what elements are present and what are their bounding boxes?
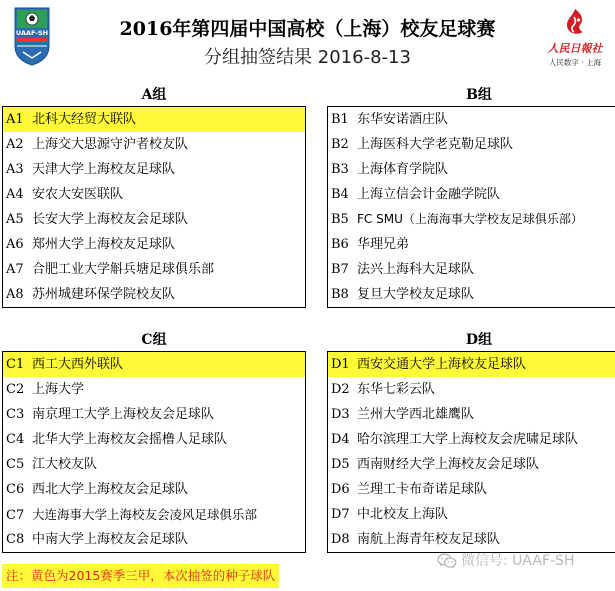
team-name: 合肥工业大学斛兵塘足球俱乐部: [32, 262, 215, 277]
group-b-table: [327, 106, 615, 308]
team-name: 南京理工大学上海校友会足球队: [32, 407, 215, 422]
group-c-label: C组: [141, 332, 167, 348]
team-code: C3: [6, 407, 25, 422]
team-code: B6: [331, 237, 349, 252]
team-code: C8: [6, 532, 25, 547]
team-row-c2: [3, 377, 305, 402]
page-title: 2016年第四届中国高校（上海）校友足球赛: [119, 18, 496, 40]
team-row-d4: [328, 427, 615, 452]
team-code: A3: [6, 162, 24, 177]
team-row-a5: [3, 207, 305, 232]
team-name: 东华七彩云队: [357, 382, 436, 397]
team-name: 江大校友队: [32, 457, 98, 472]
team-row-b6: [328, 232, 615, 257]
team-name: 法兴上海科大足球队: [357, 262, 475, 277]
people-daily-brand: 人民日報社: [547, 42, 603, 55]
team-row-b7: [328, 257, 615, 282]
team-name: 上海医科大学老克勒足球队: [357, 137, 514, 152]
team-row-c6: [3, 477, 305, 502]
team-code: A8: [6, 287, 24, 302]
team-code: A6: [6, 237, 24, 252]
team-name: 天津大学上海校友足球队: [32, 162, 176, 177]
uaaf-logo-text: UAAF-SH: [15, 29, 49, 37]
team-row-c5: [3, 452, 305, 477]
wechat-watermark: [437, 551, 574, 571]
team-code: D3: [331, 407, 350, 422]
group-c: [2, 332, 306, 553]
team-code: B3: [331, 162, 349, 177]
team-row-b8: [328, 282, 615, 307]
team-row-c4: [3, 427, 305, 452]
team-name: 大连海事大学上海校友会凌风足球俱乐部: [32, 507, 258, 522]
team-code: D8: [331, 532, 350, 547]
team-row-d6: [328, 477, 615, 502]
team-row-c7: [3, 502, 305, 527]
people-daily-sub: 人民数字 · 上海: [548, 58, 602, 67]
team-code: D1: [331, 357, 350, 372]
team-code: C7: [6, 508, 25, 523]
team-row-b5: [328, 207, 615, 232]
team-name: 中北校友上海队: [357, 507, 449, 522]
team-row-a8: [3, 282, 305, 307]
team-row-a4: [3, 182, 305, 207]
group-a-table: [2, 106, 306, 308]
watermark-text: 微信号: UAAF-SH: [461, 553, 575, 569]
team-name: 上海立信会计金融学院队: [357, 187, 501, 202]
team-name: 西北大学上海校友会足球队: [32, 482, 189, 497]
team-code: A1: [6, 112, 24, 127]
team-name: 复旦大学校友足球队: [357, 287, 475, 302]
team-name: FC SMU（上海海事大学校友足球俱乐部）: [357, 212, 583, 226]
team-name: 南航上海青年校友足球队: [357, 532, 501, 547]
team-code: D5: [331, 457, 350, 472]
team-name: 上海大学: [32, 382, 85, 397]
team-code: A2: [6, 137, 24, 152]
team-name: 北科大经贸大联队: [32, 112, 137, 127]
team-code: D7: [331, 507, 350, 522]
wechat-icon: [437, 553, 457, 569]
team-code: C5: [6, 457, 25, 472]
team-code: B7: [331, 262, 349, 277]
team-code: C4: [6, 432, 25, 447]
team-name: 苏州城建环保学院校友队: [32, 287, 176, 302]
group-d: [327, 332, 615, 553]
team-name: 上海交大思源守沪者校友队: [32, 137, 189, 152]
team-code: C1: [6, 357, 25, 372]
group-d-table: [327, 351, 615, 553]
team-name: 华理兄弟: [357, 237, 410, 252]
group-c-table: [2, 351, 306, 553]
team-row-a1: [3, 107, 305, 132]
team-name: 西南财经大学上海校友会足球队: [357, 457, 540, 472]
team-name: 上海体育学院队: [357, 162, 449, 177]
page-subtitle: 分组抽签结果 2016-8-13: [204, 47, 411, 68]
team-code: B5: [331, 212, 349, 227]
team-row-a2: [3, 132, 305, 157]
team-row-a3: [3, 157, 305, 182]
team-row-d2: [328, 377, 615, 402]
team-name: 安农大安医联队: [32, 187, 124, 202]
team-row-d1: [328, 352, 615, 377]
team-code: A4: [6, 187, 24, 202]
team-row-c3: [3, 402, 305, 427]
team-name: 兰州大学西北雄鹰队: [357, 407, 475, 422]
team-row-b2: [328, 132, 615, 157]
team-row-d3: [328, 402, 615, 427]
team-code: B2: [331, 137, 349, 152]
people-daily-flame-icon: [562, 8, 588, 36]
group-d-label: D组: [465, 332, 493, 348]
team-code: A7: [6, 262, 24, 277]
team-row-d8: [328, 527, 615, 552]
team-name: 北华大学上海校友会摇橹人足球队: [32, 432, 228, 447]
team-row-b1: [328, 107, 615, 132]
team-code: D6: [331, 482, 350, 497]
team-row-c8: [3, 527, 305, 552]
team-row-d5: [328, 452, 615, 477]
team-row-c1: [3, 352, 305, 377]
people-daily-logo: [542, 8, 608, 74]
team-name: 中南大学上海校友会足球队: [32, 532, 189, 547]
team-name: 兰理工卡布奇诺足球队: [357, 482, 488, 497]
team-code: B8: [331, 287, 349, 302]
team-code: B1: [331, 112, 349, 127]
team-code: D2: [331, 382, 350, 397]
seed-note: 注：黄色为2015赛季三甲，本次抽签的种子球队: [2, 564, 279, 588]
team-code: C6: [6, 482, 25, 497]
team-row-b3: [328, 157, 615, 182]
team-name: 郑州大学上海校友足球队: [32, 237, 176, 252]
team-name: 西工大西外联队: [32, 357, 124, 372]
team-code: C2: [6, 382, 25, 397]
team-code: D4: [331, 432, 350, 447]
team-name: 东华安诺酒庄队: [357, 112, 449, 127]
team-code: B4: [331, 187, 349, 202]
team-name: 西安交通大学上海校友足球队: [357, 357, 527, 372]
team-code: A5: [6, 212, 24, 227]
group-a: [2, 87, 306, 308]
group-b-label: B组: [466, 87, 492, 103]
team-row-a7: [3, 257, 305, 282]
team-row-d7: [328, 502, 615, 527]
group-a-label: A组: [141, 87, 167, 103]
team-name: 哈尔滨理工大学上海校友会虎啸足球队: [357, 432, 579, 447]
team-row-b4: [328, 182, 615, 207]
team-row-a6: [3, 232, 305, 257]
group-b: [327, 87, 615, 308]
team-name: 长安大学上海校友会足球队: [32, 212, 189, 227]
